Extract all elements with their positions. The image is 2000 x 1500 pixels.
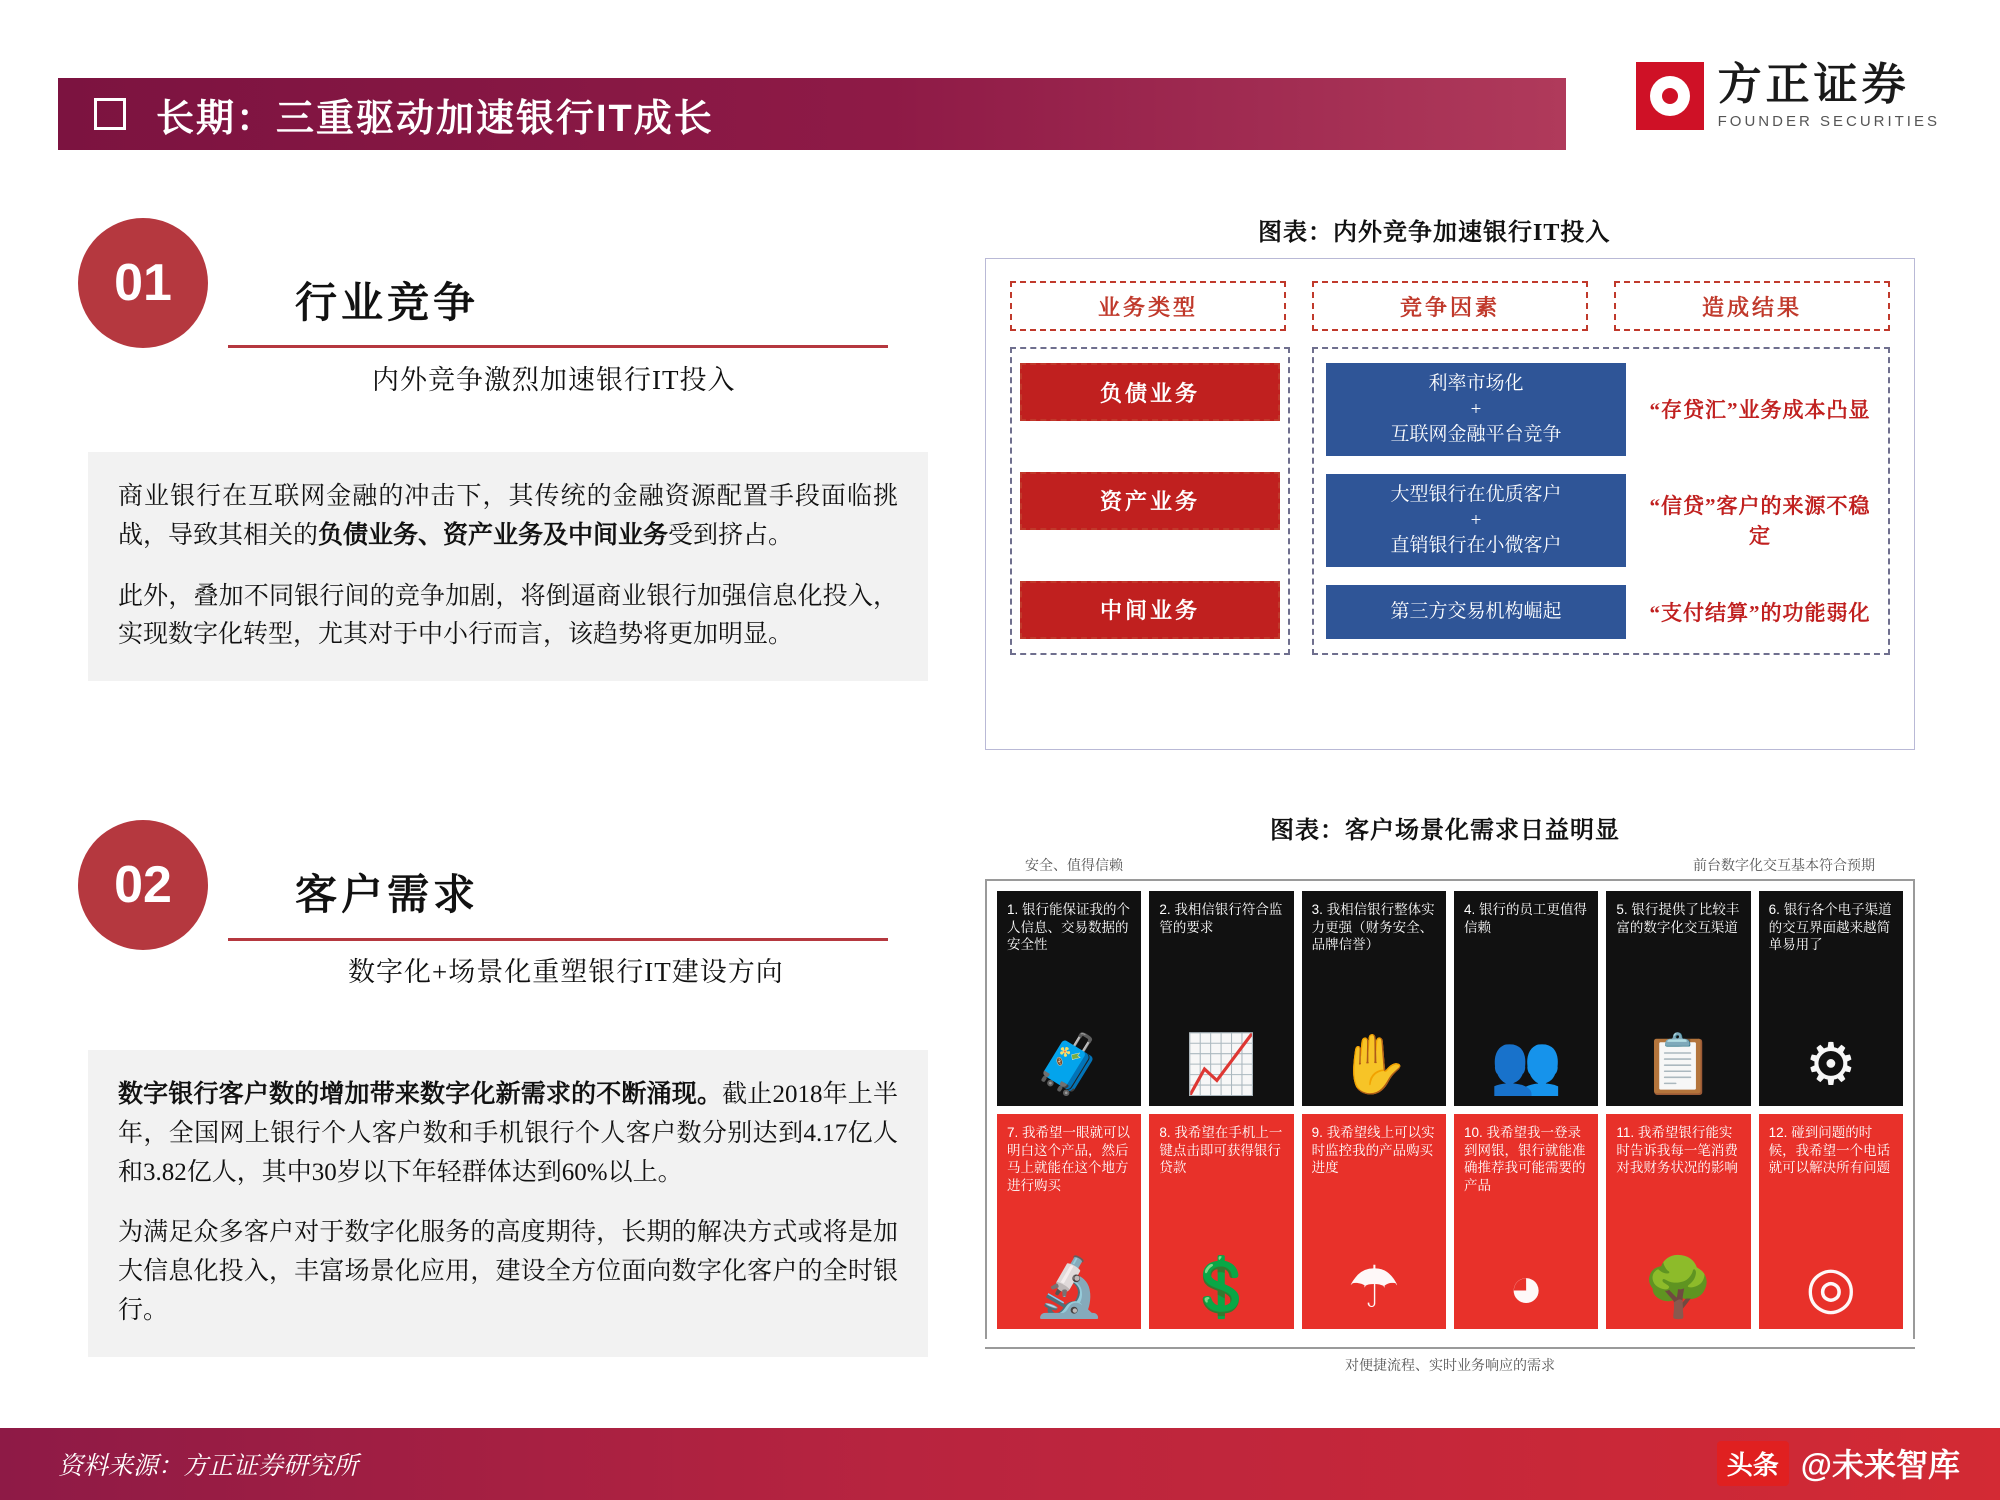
chart-one-header-business: 业务类型 bbox=[1010, 281, 1286, 331]
chart-one-header-row bbox=[986, 259, 1914, 331]
chart-one-factor-result-column bbox=[1312, 347, 1890, 655]
paragraph-02-1: 数字银行客户数的增加带来数字化新需求的不断涌现。截止2018年上半年，全国网上银行个人客户数和手机银行个人客户数分别达到4.17亿人和3.82亿人，其中30岁以下年轻群体达到60%以上。 bbox=[118, 1081, 898, 1186]
section-title-02: 客户需求 bbox=[295, 873, 480, 919]
chart-one-row-2 bbox=[1326, 474, 1876, 567]
factor-box-2 bbox=[1326, 474, 1626, 567]
gears-people-icon: ⚙ bbox=[1804, 1032, 1857, 1097]
factor-1-line-3: 互联网金融平台竞争 bbox=[1390, 424, 1562, 446]
need-cell-12-text: 碰到问题的时候，我希望一个电话就可以解决所有问题 bbox=[1768, 1125, 1891, 1176]
chart-one-business-column bbox=[1010, 347, 1290, 655]
need-cell-1-number: 1. bbox=[1007, 902, 1019, 917]
chart-one-row-1 bbox=[1326, 363, 1876, 456]
need-cell-11-text: 我希望银行能实时告诉我每一笔消费对我财务状况的影响 bbox=[1616, 1125, 1738, 1176]
factor-2-line-3: 直销银行在小微客户 bbox=[1390, 535, 1562, 557]
chart-one-header-result: 造成结果 bbox=[1614, 281, 1890, 331]
result-text-3: “支付结算”的功能弱化 bbox=[1649, 600, 1871, 625]
page-header bbox=[58, 78, 1566, 150]
factor-1-line-1: 利率市场化 bbox=[1428, 373, 1524, 394]
factor-box-1 bbox=[1326, 363, 1626, 456]
section-subtitle-02: 数字化+场景化重塑银行IT建设方向 bbox=[348, 957, 784, 987]
business-type-1: 负债业务 bbox=[1020, 363, 1280, 421]
chart-one-caption: 图表：内外竞争加速银行IT投入 bbox=[1258, 220, 1611, 246]
section-subtitle-01: 内外竞争激烈加速银行IT投入 bbox=[372, 365, 736, 395]
need-cell-12-number: 12. bbox=[1768, 1125, 1788, 1140]
need-cell-8-number: 8. bbox=[1159, 1125, 1171, 1140]
pie-chart-icon: ◕ bbox=[1508, 1255, 1544, 1320]
factor-box-3 bbox=[1326, 585, 1626, 639]
logo-chinese-name: 方正证券 bbox=[1717, 59, 1910, 109]
need-cell-4-text: 银行的员工更值得信赖 bbox=[1463, 902, 1588, 935]
chart-two-label-left: 安全、值得信赖 bbox=[1025, 859, 1123, 874]
need-cell-4-number: 4. bbox=[1463, 902, 1476, 917]
need-cell-11 bbox=[1606, 1114, 1750, 1329]
chart-two bbox=[985, 855, 1915, 1410]
need-cell-1 bbox=[997, 891, 1141, 1106]
need-cell-12 bbox=[1759, 1114, 1903, 1329]
factor-2-line-2: + bbox=[1470, 509, 1482, 531]
factor-1-line-2: + bbox=[1470, 398, 1482, 420]
need-cell-9-number: 9. bbox=[1311, 1125, 1323, 1140]
section-title-01: 行业竞争 bbox=[295, 281, 480, 327]
founder-logo-icon bbox=[1636, 62, 1704, 130]
chart-one-body bbox=[986, 331, 1914, 677]
factor-2-line-1: 大型银行在优质客户 bbox=[1390, 483, 1562, 505]
section-badge-01: 01 bbox=[78, 218, 208, 348]
need-cell-10-number: 10. bbox=[1463, 1125, 1483, 1140]
need-cell-8 bbox=[1149, 1114, 1293, 1329]
chart-one bbox=[985, 258, 1915, 750]
result-text-1: “存贷汇”业务成本凸显 bbox=[1649, 398, 1871, 423]
chart-one-header-factor: 竞争因素 bbox=[1312, 281, 1588, 331]
section-rule-02 bbox=[228, 938, 888, 941]
business-type-2: 资产业务 bbox=[1020, 472, 1280, 530]
need-cell-6 bbox=[1759, 891, 1903, 1106]
need-cell-6-text: 银行各个电子渠道的交互界面越来越简单易用了 bbox=[1768, 902, 1892, 953]
brand-logo bbox=[1636, 59, 1940, 130]
need-cell-5 bbox=[1606, 891, 1750, 1106]
need-cell-9 bbox=[1302, 1114, 1446, 1329]
hand-icon: ✋ bbox=[1337, 1032, 1410, 1097]
bullet-square-icon bbox=[94, 98, 126, 130]
chart-two-caption: 图表：客户场景化需求日益明显 bbox=[1270, 818, 1620, 844]
need-cell-8-text: 我希望在手机上一键点击即可获得银行贷款 bbox=[1159, 1125, 1283, 1176]
watermark-badge: 头条 bbox=[1717, 1441, 1789, 1486]
need-cell-2-text: 我相信银行符合监管的要求 bbox=[1159, 902, 1283, 935]
section-01-text-box bbox=[88, 452, 928, 681]
section-02-text-box bbox=[88, 1050, 928, 1357]
need-cell-10-text: 我希望我一登录到网银，银行就能准确推荐我可能需要的产品 bbox=[1463, 1125, 1586, 1193]
stethoscope-chart-icon: 📈 bbox=[1185, 1032, 1258, 1097]
umbrella-person-icon: ☂ bbox=[1347, 1255, 1400, 1320]
need-cell-9-text: 我希望线上可以实时监控我的产品购买进度 bbox=[1311, 1125, 1435, 1176]
need-cell-7-text: 我希望一眼就可以明白这个产品，然后马上就能在这个地方进行购买 bbox=[1007, 1125, 1131, 1193]
section-badge-02: 02 bbox=[78, 820, 208, 950]
need-cell-10 bbox=[1454, 1114, 1598, 1329]
chart-two-frame bbox=[985, 879, 1915, 1339]
watermark bbox=[1717, 1440, 1960, 1486]
page-title: 长期：三重驱动加速银行IT成长 bbox=[156, 97, 714, 140]
need-cell-2-number: 2. bbox=[1159, 902, 1171, 917]
chart-one-row-3 bbox=[1326, 585, 1876, 639]
chart-two-grid bbox=[997, 891, 1903, 1329]
need-cell-7-number: 7. bbox=[1007, 1125, 1019, 1140]
source-note: 资料来源：方正证券研究所 bbox=[58, 1453, 359, 1480]
paragraph-01-2: 此外，叠加不同银行间的竞争加剧，将倒逼商业银行加强信息化投入，实现数字化转型，尤其对于中小行而言，该趋势将更加明显。 bbox=[118, 582, 898, 649]
paragraph-01-1: 商业银行在互联网金融的冲击下，其传统的金融资源配置手段面临挑战，导致其相关的负债业务、资产业务及中间业务受到挤占。 bbox=[118, 483, 898, 549]
money-tree-icon: 💲 bbox=[1185, 1255, 1258, 1320]
need-cell-11-number: 11. bbox=[1616, 1125, 1635, 1140]
chart-two-bottom-label: 对便捷流程、实时业务响应的需求 bbox=[985, 1347, 1915, 1375]
need-cell-5-text: 银行提供了比较丰富的数字化交互渠道 bbox=[1616, 902, 1740, 935]
need-cell-4 bbox=[1454, 891, 1598, 1106]
people-icon: 👥 bbox=[1490, 1032, 1563, 1097]
chart-two-label-right: 前台数字化交互基本符合预期 bbox=[1693, 859, 1875, 874]
need-cell-7 bbox=[997, 1114, 1141, 1329]
need-cell-3-number: 3. bbox=[1311, 902, 1323, 917]
result-text-2: “信贷”客户的来源不稳定 bbox=[1649, 494, 1871, 549]
business-type-3: 中间业务 bbox=[1020, 581, 1280, 639]
checklist-icon: 📋 bbox=[1642, 1032, 1715, 1097]
need-cell-6-number: 6. bbox=[1768, 902, 1780, 917]
need-cell-3 bbox=[1302, 891, 1446, 1106]
factor-3-line-1: 第三方交易机构崛起 bbox=[1390, 601, 1562, 623]
need-cell-1-text: 银行能保证我的个人信息、交易数据的安全性 bbox=[1007, 902, 1131, 953]
section-rule-01 bbox=[228, 345, 888, 348]
target-icon: ◎ bbox=[1805, 1255, 1857, 1320]
chart-two-top-labels bbox=[985, 855, 1915, 879]
need-cell-2 bbox=[1149, 891, 1293, 1106]
need-cell-5-number: 5. bbox=[1616, 902, 1628, 917]
watermark-text: @未来智库 bbox=[1800, 1447, 1960, 1483]
paragraph-02-2: 为满足众多客户对于数字化服务的高度期待，长期的解决方式或将是加大信息化投入，丰富场景化应用，建设全方位面向数字化客户的全时银行。 bbox=[118, 1219, 898, 1324]
microscope-icon: 🔬 bbox=[1033, 1255, 1106, 1320]
briefcase-key-icon: 🧳 bbox=[1033, 1032, 1106, 1097]
logo-english-name: FOUNDER SECURITIES bbox=[1717, 112, 1940, 130]
need-cell-3-text: 我相信银行整体实力更强（财务安全、品牌信誉） bbox=[1311, 902, 1435, 953]
tree-icon: 🌳 bbox=[1642, 1255, 1715, 1320]
